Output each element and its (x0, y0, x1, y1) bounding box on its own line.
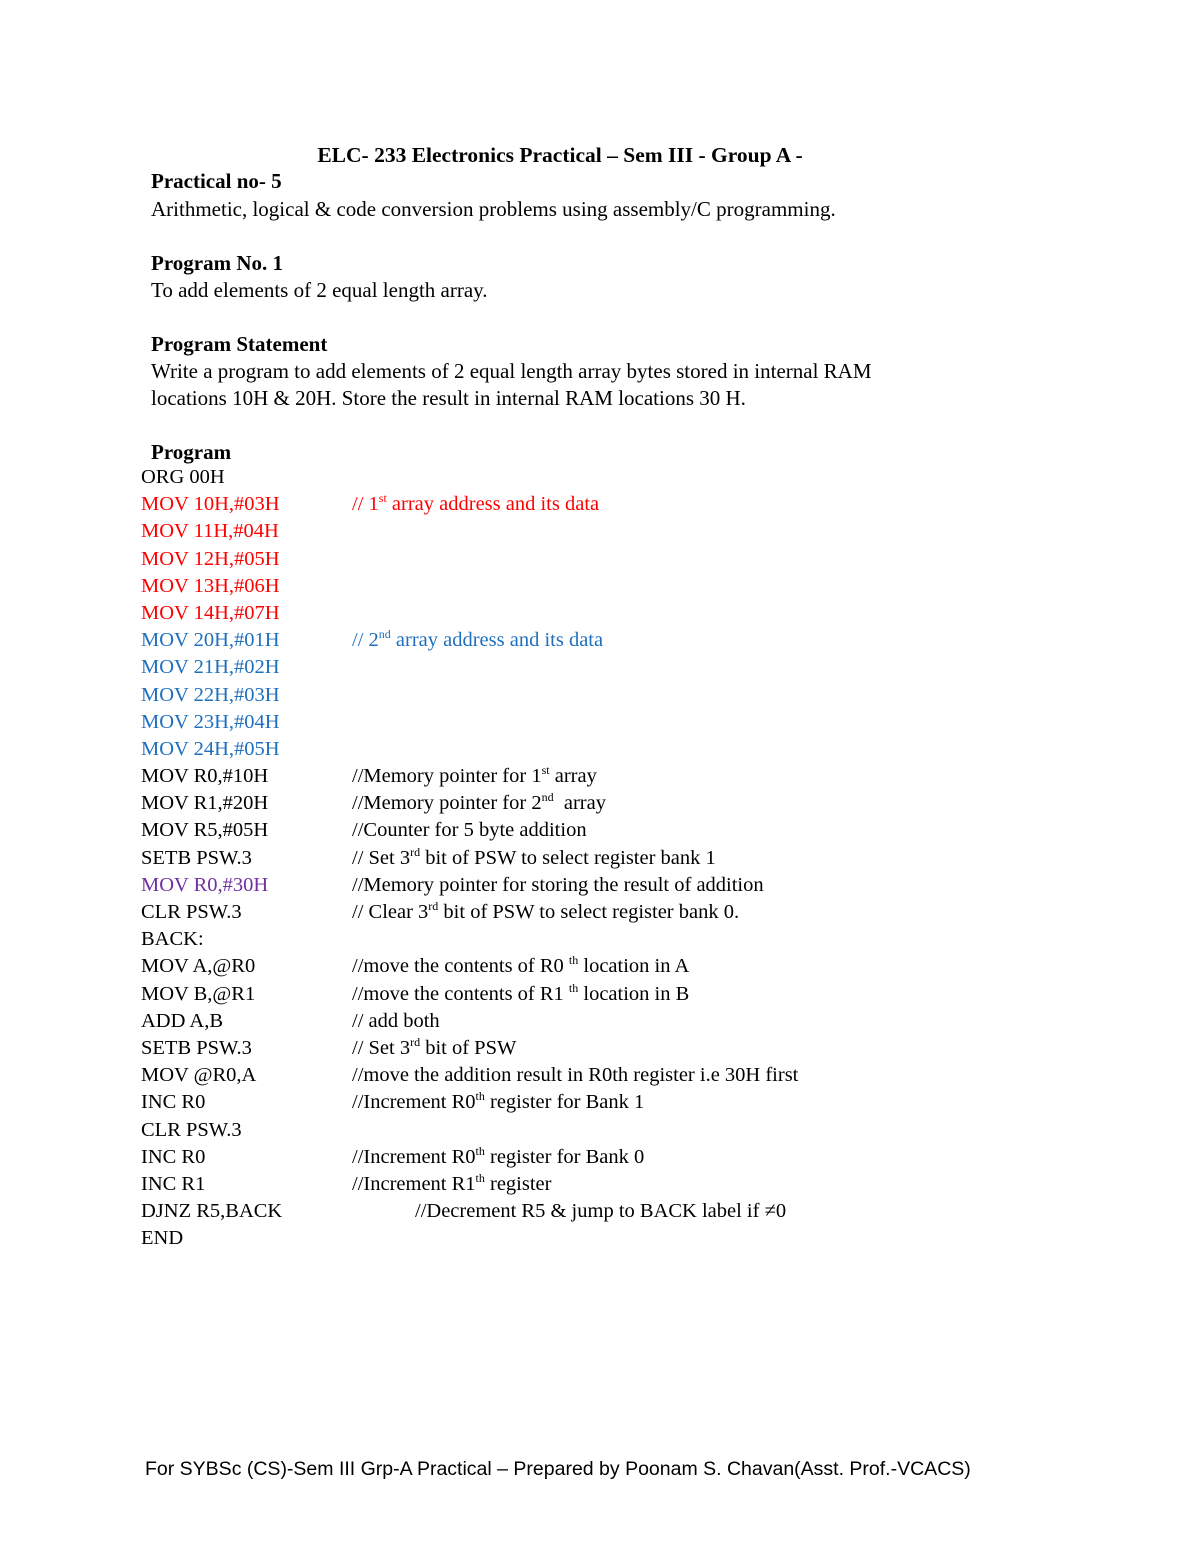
code-comment (352, 899, 739, 926)
comment-text: // 2 (352, 629, 379, 652)
program-statement-line-1: Write a program to add elements of 2 equal length array bytes stored in internal RAM (151, 359, 872, 383)
comment-superscript: nd (378, 627, 391, 642)
program-heading: Program (151, 440, 232, 464)
comment-text: //Memory pointer for 1 (352, 765, 542, 788)
code-instruction: MOV 22H,#03H (141, 683, 280, 706)
code-comment (352, 627, 603, 654)
comment-text: // Clear 3 (352, 901, 429, 923)
comment-text: //Increment R1 (352, 1172, 476, 1195)
document-title: ELC- 233 Electronics Practical – Sem III - Group A - (317, 143, 803, 167)
comment-text: array (553, 792, 606, 815)
comment-text: //Counter for 5 byte addition (352, 819, 587, 842)
practical-number: Practical no- 5 (151, 169, 282, 193)
comment-superscript: st (541, 763, 550, 778)
comment-text: register (484, 1172, 552, 1195)
comment-superscript: rd (410, 1034, 421, 1049)
comment-text: location in B (578, 982, 690, 1005)
comment-text: // 1 (352, 493, 379, 516)
code-instruction: ORG 00H (141, 466, 225, 488)
comment-text: //Increment R0 (352, 1145, 476, 1168)
code-instruction: MOV 21H,#02H (141, 656, 280, 679)
program-statement-line-2: locations 10H & 20H. Store the result in internal RAM locations 30 H. (151, 386, 746, 410)
code-comment (352, 1171, 551, 1198)
comment-text: //Memory pointer for 2 (352, 792, 542, 815)
comment-text: bit of PSW (420, 1036, 517, 1059)
comment-text: array address and its data (390, 629, 604, 652)
comment-text: //Increment R0 (352, 1091, 476, 1114)
code-instruction: SETB PSW.3 (141, 1036, 252, 1059)
code-comment (352, 845, 716, 872)
code-comment (352, 1035, 516, 1062)
code-instruction: MOV @R0,A (141, 1064, 257, 1087)
code-instruction: MOV 13H,#06H (141, 574, 280, 597)
code-instruction: INC R0 (141, 1145, 206, 1168)
comment-superscript: th (475, 1143, 485, 1158)
code-instruction: CLR PSW.3 (141, 1118, 242, 1141)
code-comment (352, 953, 689, 980)
code-instruction: MOV R0,#30H (141, 873, 269, 896)
code-instruction: ADD A,B (141, 1009, 224, 1032)
comment-superscript: st (378, 491, 387, 506)
code-instruction: MOV 24H,#05H (141, 737, 280, 760)
code-comment (352, 817, 587, 844)
comment-text: //Memory pointer for storing the result of addition (352, 873, 764, 896)
comment-superscript: th (568, 980, 579, 995)
code-instruction: MOV 12H,#05H (141, 547, 280, 570)
code-comment (352, 1062, 798, 1089)
comment-superscript: th (475, 1089, 485, 1104)
code-instruction: INC R1 (141, 1172, 206, 1195)
code-instruction: INC R0 (141, 1091, 206, 1114)
code-instruction: MOV 14H,#07H (141, 601, 280, 624)
code-comment (352, 981, 689, 1008)
program-statement-heading: Program Statement (151, 332, 328, 356)
comment-text: register for Bank 1 (484, 1091, 645, 1114)
program-no-heading: Program No. 1 (151, 251, 283, 275)
comment-text: register for Bank 0 (484, 1145, 645, 1168)
comment-text: //Decrement R5 & jump to BACK label if ≠0 (415, 1200, 787, 1223)
code-instruction: MOV R0,#10H (141, 765, 269, 788)
code-comment (352, 763, 597, 790)
code-comment (352, 1008, 440, 1035)
comment-superscript: nd (541, 790, 554, 805)
code-comment (352, 491, 599, 518)
code-instruction: MOV R5,#05H (141, 819, 269, 842)
code-instruction: BACK: (141, 928, 204, 951)
code-comment (352, 1144, 644, 1171)
code-comment (352, 872, 764, 899)
code-instruction: MOV A,@R0 (141, 955, 256, 978)
comment-text: //move the addition result in R0th register i.e 30H first (352, 1064, 799, 1087)
comment-superscript: rd (410, 844, 421, 859)
code-comment (352, 1089, 644, 1116)
code-comment (352, 790, 606, 817)
practical-topic: Arithmetic, logical & code conversion problems using assembly/C programming. (151, 197, 836, 221)
comment-superscript: th (475, 1170, 485, 1185)
comment-text: // Set 3 (352, 846, 411, 869)
comment-text: array (549, 765, 597, 788)
code-instruction: MOV 10H,#03H (141, 493, 280, 516)
comment-text: array address and its data (386, 493, 600, 516)
program-no-text: To add elements of 2 equal length array. (151, 278, 488, 302)
code-instruction: CLR PSW.3 (141, 901, 242, 923)
comment-text: bit of PSW to select register bank 1 (420, 846, 716, 869)
comment-text: bit of PSW to select register bank 0. (438, 901, 740, 923)
code-instruction: MOV R1,#20H (141, 792, 269, 815)
comment-text: // add both (352, 1009, 440, 1032)
code-instruction: SETB PSW.3 (141, 846, 252, 869)
comment-text: // Set 3 (352, 1036, 411, 1059)
code-instruction: MOV 20H,#01H (141, 629, 280, 652)
code-instruction: MOV 11H,#04H (141, 520, 279, 543)
code-instruction: MOV 23H,#04H (141, 710, 280, 733)
code-instruction: MOV B,@R1 (141, 982, 256, 1005)
code-comment (415, 1198, 786, 1225)
comment-superscript: th (568, 953, 579, 968)
comment-superscript: rd (428, 899, 439, 913)
code-instruction: END (141, 1227, 184, 1250)
page-footer: For SYBSc (CS)-Sem III Grp-A Practical – Prepared by Poonam S. Chavan(Asst. Prof.-VCACS) (145, 1458, 971, 1480)
code-instruction: DJNZ R5,BACK (141, 1200, 283, 1223)
comment-text: //move the contents of R1 (352, 982, 569, 1005)
comment-text: //move the contents of R0 (352, 955, 569, 978)
comment-text: location in A (578, 955, 690, 978)
